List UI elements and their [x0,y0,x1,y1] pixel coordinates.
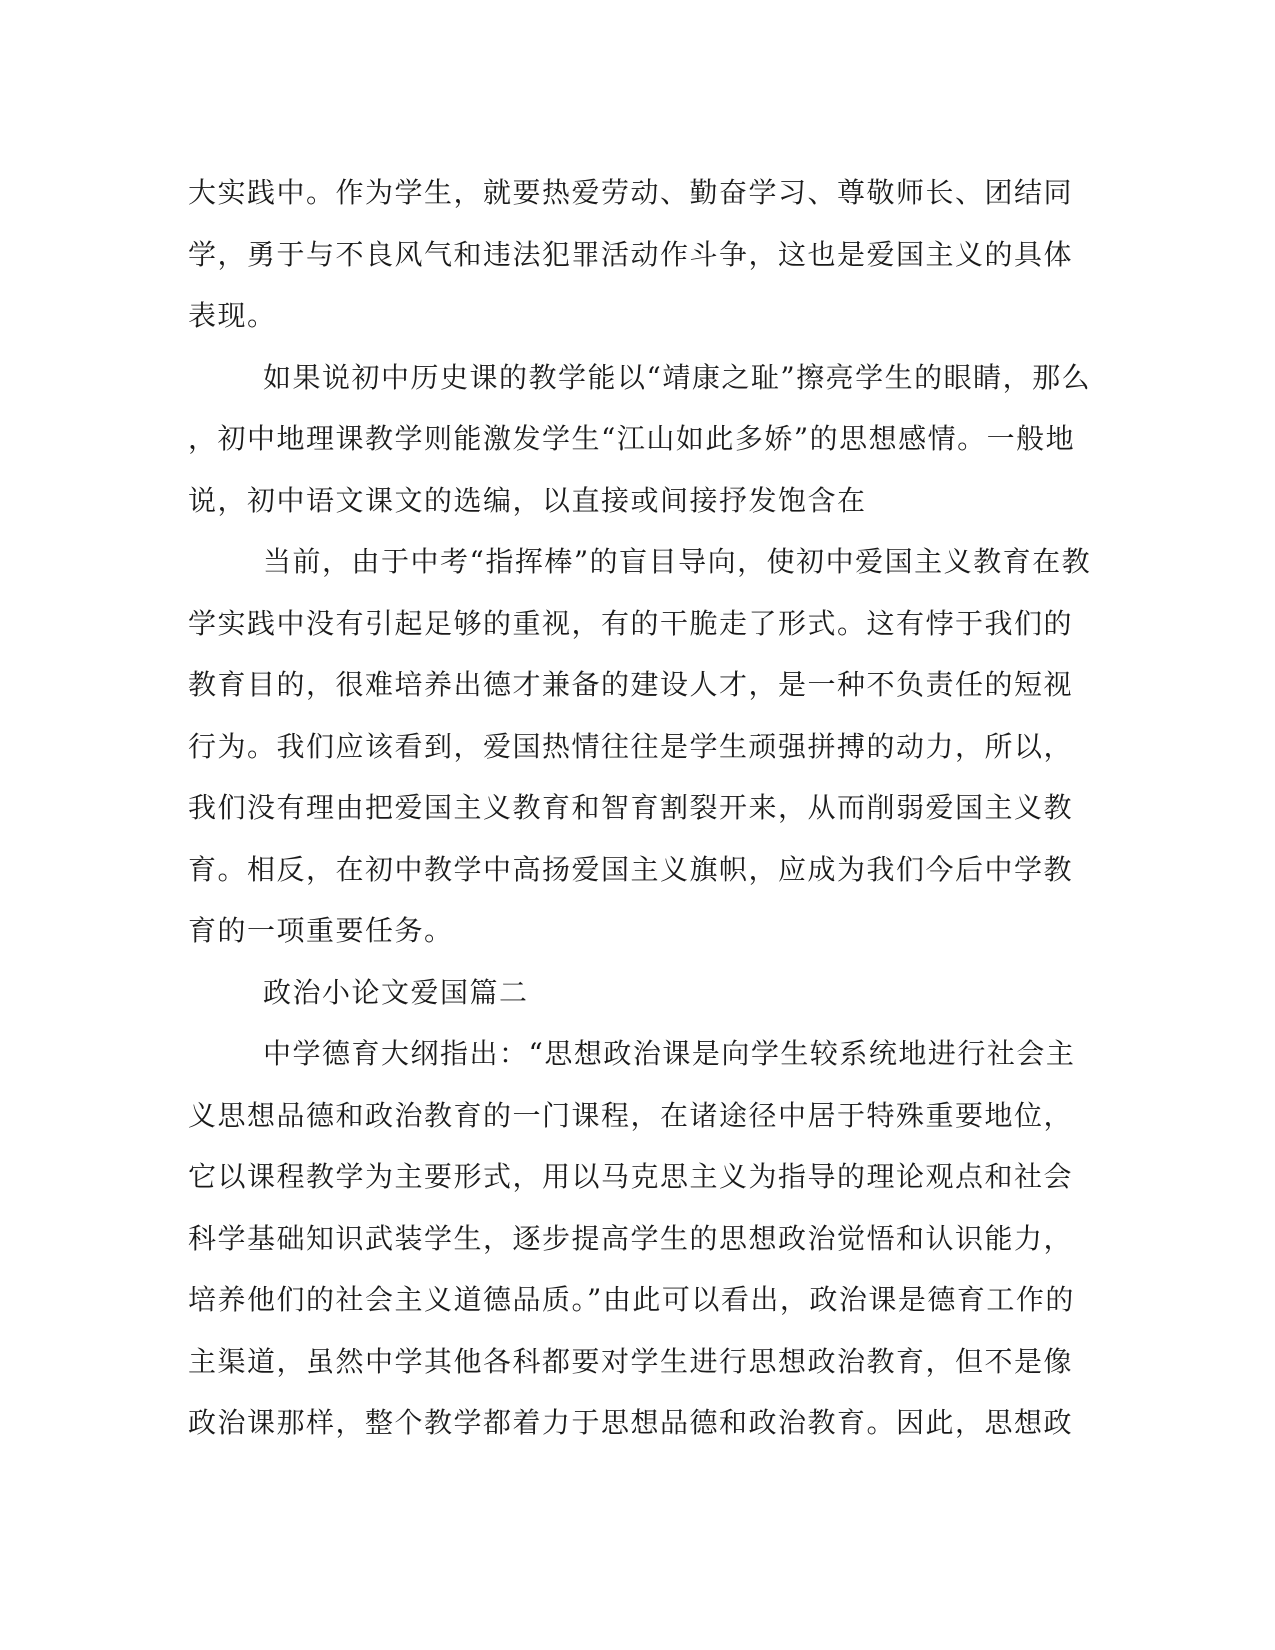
text-line: 科学基础知识武装学生，逐步提高学生的思想政治觉悟和认识能力， [188,1221,1074,1255]
text-line: 如果说初中历史课的教学能以“靖康之耻”擦亮学生的眼睛，那么 [263,360,1092,394]
text-line: 大实践中。作为学生，就要热爱劳动、勤奋学习、尊敬师长、团结同 [188,176,1074,209]
text-line: 中学德育大纲指出：“思想政治课是向学生较系统地进行社会主 [263,1037,1076,1070]
document-body [188,162,1092,1454]
text-line: 教育目的，很难培养出德才兼备的建设人才，是一种不负责任的短视 [188,668,1074,701]
text-line: 学实践中没有引起足够的重视，有的干脆走了形式。这有悖于我们的 [188,606,1074,640]
text-line: 义思想品德和政治教育的一门课程，在诸途径中居于特殊重要地位， [188,1098,1074,1132]
text-line: 表现。 [188,299,277,332]
heading-line: 政治小论文爱国篇二 [263,975,529,1009]
text-line: 我们没有理由把爱国主义教育和智育割裂开来，从而削弱爱国主义教 [188,791,1074,824]
text-line: 政治课那样，整个教学都着力于思想品德和政治教育。因此，思想政 [188,1406,1074,1439]
paragraph-current-situation [188,531,1092,962]
text-line: ，初中地理课教学则能激发学生“江山如此多娇”的思想感情。一般地 [188,422,1076,455]
text-line: 当前，由于中考“指挥棒”的盲目导向，使初中爱国主义教育在教 [263,545,1092,578]
text-line: 行为。我们应该看到，爱国热情往往是学生顽强拼搏的动力，所以， [188,729,1074,763]
text-line: 育。相反，在初中教学中高扬爱国主义旗帜，应成为我们今后中学教 [188,852,1074,886]
text-line: 它以课程教学为主要形式，用以马克思主义为指导的理论观点和社会 [188,1160,1074,1193]
paragraph-moral-education [188,1023,1076,1454]
text-line: 说，初中语文课文的选编，以直接或间接抒发饱含在 [188,483,867,517]
paragraph-continuation [188,162,1074,347]
text-line: 育的一项重要任务。 [188,914,454,947]
text-line: 学，勇于与不良风气和违法犯罪活动作斗争，这也是爱国主义的具体 [188,237,1074,271]
text-line: 培养他们的社会主义道德品质。”由此可以看出，政治课是德育工作的 [188,1283,1075,1316]
section-heading [188,962,1068,1024]
paragraph-history-geography [188,347,1092,532]
text-line: 主渠道，虽然中学其他各科都要对学生进行思想政治教育，但不是像 [188,1344,1074,1378]
